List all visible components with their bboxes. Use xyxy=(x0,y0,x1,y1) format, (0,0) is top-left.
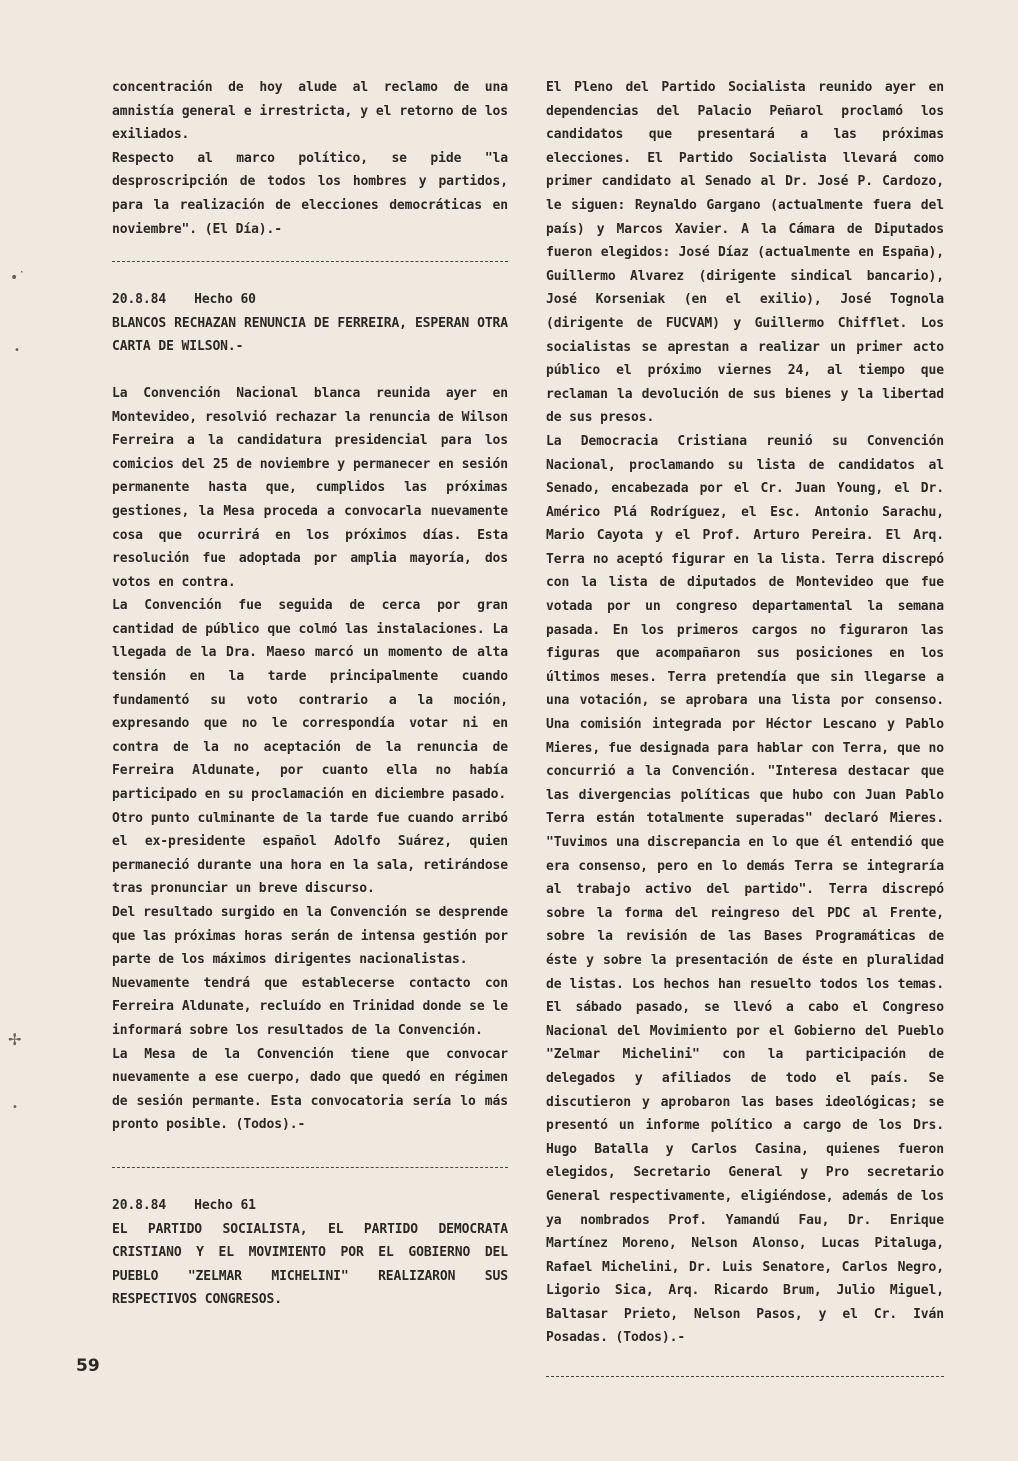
entry-60-paragraph-2: La Convención fue seguida de cerca por gran cantidad de público que colmó las instalaciones. La llegada de la Dra. Maeso marcó un momento de alta tensión en la tarde principalmente cuando fundamentó su voto contrario a la moción, expresando que no le correspondía votar ni en contra de la no aceptación de la renuncia de Ferreira Aldunate, por cuanto ella no había participado en su proclamación en diciembre pasado. xyxy=(112,598,508,803)
entry-60-paragraph-5: Nuevamente tendrá que establecerse contacto con Ferreira Aldunate, recluído en Trinidad donde se le informará sobre los resultados de la Convención. xyxy=(112,975,508,1038)
right-paragraph-1: El Pleno del Partido Socialista reunido ayer en dependencias del Palacio Peñarol proclamó los candidatos que presentará a las próximas elecciones. El Partido Socialista llevará como primer candidato al Senado al Dr. José P. Cardozo, le siguen: Reynaldo Gargano (actualmente fuera del país) y Marcos Xavier. A la Cámara de Diputados fueron elegidos: José Díaz (actualmente en España), Guillermo Alvarez (dirigente sindical bancario), José Korseniak (en el exilio), José Tognola (dirigente de FUCVAM) y Guillermo Chifflet. Los socialistas se aprestan a realizar un primer acto público el próximo viernes 24, al tiempo que reclaman la devolución de sus bienes y la libertad de sus presos. xyxy=(546,80,944,426)
entry-60-headline: BLANCOS RECHAZAN RENUNCIA DE FERREIRA, ESPERAN OTRA CARTA DE WILSON.- xyxy=(112,315,508,355)
intro-paragraph-1: concentración de hoy alude al reclamo de una amnistía general e irrestricta, y el retorno de los exiliados. xyxy=(112,80,508,143)
entry-60-date: 20.8.84 xyxy=(112,292,167,308)
margin-mark: ✢ xyxy=(8,1030,22,1049)
entry-60-header xyxy=(112,288,508,312)
entry-60-paragraph-4: Del resultado surgido en la Convención se desprende que las próximas horas serán de intensa gestión por parte de los máximos dirigentes nacionalistas. xyxy=(112,905,508,968)
page-number: 59 xyxy=(76,1356,100,1376)
section-divider xyxy=(112,1167,508,1168)
entry-60-paragraph-6: La Mesa de la Convención tiene que convocar nuevamente a ese cuerpo, dado que quedó en régimen de sesión permante. Esta convocatoria sería lo más pronto posible. (Todos).- xyxy=(112,1046,508,1133)
entry-60-paragraph-3: Otro punto culminante de la tarde fue cuando arribó el ex-presidente español Adolfo Suárez, quien permaneció durante una hora en la sala, retirándose tras pronunciar un breve discurso. xyxy=(112,810,508,897)
section-divider xyxy=(112,261,508,262)
right-paragraph-2: La Democracia Cristiana reunió su Convención Nacional, proclamando su lista de candidatos al Senado, encabezada por el Cr. Juan Young, el Dr. Américo Plá Rodríguez, el Esc. Antonio Sarachu, Mario Cayota y el Prof. Arturo Pereira. El Arq. Terra no aceptó figurar en la lista. Terra discrepó con la lista de diputados de Montevideo que fue votada por un congreso departamental la semana pasada. En los primeros cargos no figuraron las figuras que acompañaron sus posiciones en los últimos meses. Terra pretendía que sin llegarse a una votación, se aprobara una lista por consenso. Una comisión integrada por Héctor Lescano y Pablo Mieres, fue designada para hablar con Terra, que no concurrió a la Convención. "Interesa destacar que las divergencias políticas que hubo con Juan Pablo Terra están totalmente superadas" declaró Mieres. "Tuvimos una discrepancia en lo que él entendió que era consenso, pero en lo demás Terra se integraría al trabajo activo del partido". Terra discrepó sobre la forma del reingreso del PDC al Frente, sobre la revisión de las Bases Programáticas de éste y sobre la presentación de éste en pluralidad de listas. Los hechos han resuelto todos los temas. El sábado pasado, se llevó a cabo el Congreso Nacional del Movimiento por el Gobierno del Pueblo "Zelmar Michelini" con la participación de delegados y afiliados de todo el país. Se discutieron y aprobaron las bases ideológicas; se presentó un informe político a cargo de los Drs. Hugo Batalla y Carlos Casina, quienes fueron elegidos, Secretario General y Pro secretario General respectivamente, eligiéndose, además de los ya nombrados Prof. Yamandú Fau, Dr. Enrique Martínez Moreno, Nelson Alonso, Lucas Pitaluga, Rafael Michelini, Dr. Luis Senatore, Carlos Negro, Ligorio Sica, Arq. Ricardo Brum, Julio Miguel, Baltasar Prieto, Nelson Pasos, y el Cr. Iván Posadas. (Todos).- xyxy=(546,433,944,1346)
entry-60-label: Hecho 60 xyxy=(194,292,256,308)
margin-mark: •˙ xyxy=(10,270,26,286)
left-column xyxy=(112,76,508,1312)
entry-61-header xyxy=(112,1194,508,1218)
entry-61-headline: EL PARTIDO SOCIALISTA, EL PARTIDO DEMOCRATA CRISTIANO Y EL MOVIMIENTO POR EL GOBIERNO DEL PUEBLO "ZELMAR MICHELINI" REALIZARON SUS RESPECTIVOS CONGRESOS. xyxy=(112,1221,508,1308)
entry-61-label: Hecho 61 xyxy=(194,1197,256,1213)
section-divider xyxy=(546,1376,944,1377)
intro-paragraph-2: Respecto al marco político, se pide "la desproscripción de todos los hombres y partidos, para la realización de elecciones democráticas en noviembre". (El Día).- xyxy=(112,150,508,237)
entry-60-paragraph-1: La Convención Nacional blanca reunida ayer en Montevideo, resolvió rechazar la renuncia de Wilson Ferreira a la candidatura presidencial para los comicios del 25 de noviembre y permanecer en sesión permanente hasta que, cumplidos las próximas gestiones, la Mesa proceda a convocarla nuevamente cosa que ocurrirá en los próximos días. Esta resolución fue adoptada por amplia mayoría, dos votos en contra. xyxy=(112,385,508,590)
margin-mark: • xyxy=(14,345,20,356)
right-column xyxy=(546,76,944,1397)
entry-61-date: 20.8.84 xyxy=(112,1197,167,1213)
margin-mark: • xyxy=(12,1102,18,1113)
